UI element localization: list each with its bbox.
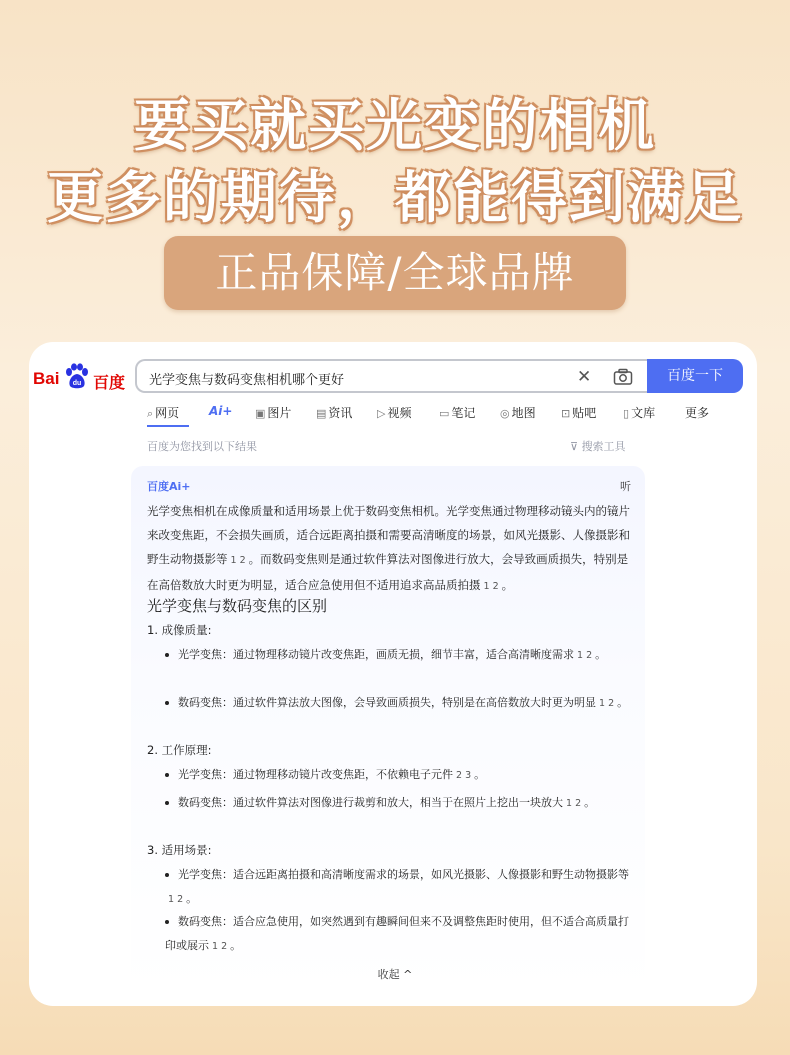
paw-icon (64, 363, 90, 389)
bullet-text: 数码变焦：通过软件算法放大图像，会导致画质损失，特别是在高倍数放大时更为明显 (178, 696, 596, 709)
close-icon[interactable]: ✕ (577, 367, 592, 387)
listen-button[interactable]: 听 (620, 480, 631, 493)
search-tools[interactable] (570, 438, 626, 454)
tab-web[interactable] (147, 404, 179, 421)
section-heading: 1. 成像质量: (147, 623, 212, 637)
result-count: 百度为您找到以下结果 (147, 440, 257, 453)
tab-label: 文库 (631, 406, 656, 420)
bullet-dot (165, 873, 169, 877)
citation-refs[interactable]: 1 2 (230, 555, 246, 566)
bullet-dot (165, 801, 169, 805)
bullet-text: 光学变焦：适合远距离拍摄和高清晰度需求的场景，如风光摄影、人像摄影和野生动物摄影等 (178, 868, 629, 881)
tab-wenku[interactable] (623, 404, 655, 421)
bullet-dot (165, 773, 169, 777)
bullet-text: 数码变焦：适合应急使用，如突然遇到有趣瞬间但来不及调整焦距时使用，但不适合高质量打印或展示 (165, 915, 629, 952)
bullet-dot (165, 701, 169, 705)
bullet-text: 数码变焦：通过软件算法对图像进行裁剪和放大，相当于在照片上挖出一块放大 (178, 796, 563, 809)
section-heading: 2. 工作原理: (147, 743, 212, 757)
logo-text-bai: Bai (33, 369, 60, 388)
bullet-text: 光学变焦：通过物理移动镜片改变焦距，画质无损，细节丰富，适合高清晰度需求 (178, 648, 574, 661)
tab-ai[interactable] (209, 404, 232, 418)
video-icon: ▷ (377, 407, 386, 420)
intro-text-b: 。而数码变焦则是通过软件算法对图像进行放大，会导致画质损失，特别是在高倍数放大时更为明显，适合应急使用但不适用追求高品质拍摄 (147, 552, 629, 592)
citation-refs[interactable]: 1 2 (212, 941, 228, 952)
bullet-dot (165, 920, 169, 924)
baidu-logo[interactable] (33, 363, 125, 393)
answer-intro (147, 499, 637, 599)
note-icon: ▭ (439, 407, 450, 420)
logo-text-baidu: 百度 (93, 373, 126, 392)
citation-refs[interactable]: 2 3 (456, 770, 472, 781)
tab-label: 资讯 (328, 406, 353, 420)
intro-end: 。 (501, 578, 514, 592)
tab-label: 视频 (387, 406, 412, 420)
active-tab-indicator (147, 425, 189, 427)
section-heading: 3. 适用场景: (147, 843, 212, 857)
tab-label: 笔记 (451, 406, 476, 420)
collapse-button[interactable]: 收起 ^ (377, 968, 413, 981)
search-input[interactable] (135, 359, 647, 393)
bullet-text: 光学变焦：通过物理移动镜片改变焦距，不依赖电子元件 (178, 768, 453, 781)
bullet-dot (165, 653, 169, 657)
search-query[interactable]: 光学变焦与数码变焦相机哪个更好 (149, 373, 345, 388)
tab-label: Ai+ (209, 404, 233, 418)
tab-video[interactable] (377, 404, 411, 421)
intro-text-a: 光学变焦相机在成像质量和适用场景上优于数码变焦相机。光学变焦通过物理移动镜头内的镜片来改变焦距，不会损失画质，适合远距离拍摄和需要高清晰度的场景，如风光摄影、人像摄影和野生动物摄影等 (147, 504, 630, 566)
doc-icon: ▯ (623, 407, 630, 420)
citation-refs[interactable]: 1 2 (599, 698, 615, 709)
search-tools-label: 搜索工具 (581, 440, 626, 453)
list-item: 数码变焦：适合应急使用，如突然遇到有趣瞬间但来不及调整焦距时使用，但不适合高质量打印或展示 1 2 。 (165, 910, 635, 959)
camera-icon[interactable] (613, 368, 633, 386)
tieba-icon: ⊡ (561, 407, 571, 420)
tab-map[interactable] (500, 404, 536, 421)
tab-label: 更多 (685, 406, 710, 420)
ai-brand: 百度Ai+ (147, 480, 191, 493)
tab-news[interactable] (316, 404, 352, 421)
list-item: 光学变焦：通过物理移动镜片改变焦距，画质无损，细节丰富，适合高清晰度需求 1 2 。 (165, 643, 635, 668)
promo-headline-2: 更多的期待，都能得到满足 (47, 166, 743, 231)
list-item: 数码变焦：通过软件算法放大图像，会导致画质损失，特别是在高倍数放大时更为明显 1 2 。 (165, 691, 635, 716)
map-icon: ◎ (500, 407, 510, 420)
tab-notes[interactable] (439, 404, 475, 421)
tab-label: 图片 (267, 406, 292, 420)
promo-badge: 正品保障/全球品牌 (164, 236, 626, 310)
citation-refs[interactable]: 1 2 (483, 581, 499, 592)
tab-tieba[interactable] (561, 404, 596, 421)
promo-headline-1: 要买就买光变的相机 (134, 94, 656, 159)
tab-images[interactable] (255, 404, 291, 421)
list-item: 光学变焦：适合远距离拍摄和高清晰度需求的场景，如风光摄影、人像摄影和野生动物摄影等1 2 。 (165, 863, 635, 912)
svg-text:du: du (72, 380, 82, 387)
search-button[interactable]: 百度一下 (647, 359, 743, 393)
list-item: 数码变焦：通过软件算法对图像进行裁剪和放大，相当于在照片上挖出一块放大 1 2 。 (165, 791, 635, 816)
citation-refs[interactable]: 1 2 (577, 650, 593, 661)
news-icon: ▤ (316, 407, 327, 420)
tab-label: 地图 (511, 406, 536, 420)
tab-label: 网页 (155, 406, 180, 420)
filter-icon: ⊽ (570, 440, 579, 453)
citation-refs[interactable]: 1 2 (566, 798, 582, 809)
list-item: 光学变焦：通过物理移动镜片改变焦距，不依赖电子元件 2 3 。 (165, 763, 635, 788)
section-title: 光学变焦与数码变焦的区别 (147, 597, 328, 615)
tab-more[interactable] (685, 404, 709, 421)
image-icon: ▣ (255, 407, 266, 420)
search-icon: ⌕ (147, 407, 154, 420)
citation-refs[interactable]: 1 2 (168, 894, 184, 905)
tab-label: 贴吧 (572, 406, 597, 420)
